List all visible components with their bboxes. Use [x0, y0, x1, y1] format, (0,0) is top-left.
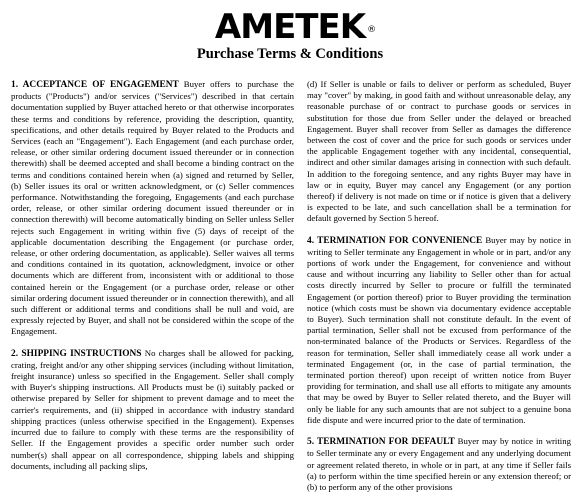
- registered-mark: ®: [367, 25, 376, 35]
- ametek-logo: [0, 7, 580, 47]
- logo-text: AMETEK: [214, 7, 366, 47]
- section-termination-for-convenience: [307, 235, 571, 426]
- section-shipping-instructions: [11, 348, 294, 472]
- section-heading: 4. TERMINATION FOR CONVENIENCE: [307, 235, 483, 246]
- left-column: [11, 79, 294, 482]
- section-body: Buyer may by notice in writing to Seller terminate any Engagement in whole or in part, and/or any portions of work under the Engagement, for convenience and without cause and without incurring any liability to Seller other than for actual costs directly incurred by Seller to procure or fulfill the terminated Engagement (or portion thereof) prior to Buyer providing the termination notice (which costs must be shown via documentary evidence acceptable to Buyer). Such termination shall not constitute default. In the event of partial termination, Seller shall not be excused from performance of the non-terminated balance of the Products or Services. Regardless of the reason for termination, Seller shall immediately cease all work under a terminated Engagement (or, in the case of partial termination, the terminated portion thereof) upon receipt of written notice from Buyer providing for termination, and shall use all efforts to mitigate any amounts that may be owed by Buyer to Seller related thereto, and the Buyer will only be liable for any such amounts that are not subject to a genuine bona fide dispute and were incurred prior to the date of termination.: [307, 234, 571, 425]
- right-column: [307, 79, 571, 503]
- section-continued-paragraph: [307, 79, 571, 225]
- section-body: (d) If Seller is unable or fails to deliver or perform as scheduled, Buyer may "cover" by making, in good faith and without unreasonable delay, any reasonable purchase of or contract to purchase goods or services in substitution for those due from Seller under the delayed or breached Engagement. Buyer shall recover from Seller as damages the difference between the cost of cover and the price for such goods or services under the applicable Engagement together with any incidental, consequential, indirect and other similar damages arising in connection with such default. In addition to the foregoing sentence, and any rights Buyer may have in law or in equity, Buyer may cancel any Engagement (or any portion thereof) if delivery is not made on time or if notice is given that a delivery is expected to be late, and such cancellation shall be a termination for default governed by Section 5 hereof.: [307, 79, 571, 224]
- section-body: No charges shall be allowed for packing, crating, freight and/or any other shipping services (including without limitation, freight insurance) unless so specified in the Engagement. Seller shall comply with Buyer's shipping instructions. All Products must be (i) suitably packed or otherwise prepared by Seller for shipment to prevent damage and to meet the carrier's requirements, and (ii) shipped in accordance with industry standard shipping practices (unless otherwise specified in the Engagement). Expenses incurred due to failure to comply with these terms are the responsibility of Seller. If the Engagement provides a specific order number such order number(s) shall appear on all correspondence, shipping labels and shipping documents, including all packing slips,: [11, 347, 294, 471]
- document-title: Purchase Terms & Conditions: [196, 46, 384, 62]
- section-acceptance-of-engagement: [11, 79, 294, 338]
- section-heading: 1. ACCEPTANCE OF ENGAGEMENT: [11, 80, 179, 90]
- section-body: Buyer offers to purchase the products ("Products") and/or services ("Services") described in that certain documentation supplied by Buyer attached hereto or that otherwise incorporates these terms and conditions by reference, providing the description, quantity, specifications, and other details required by Buyer related to the Products and Services (each an "Engagement"). Each Engagement (and each purchase order, release, or other similar ordering document issued thereunder or in connection therewith) shall be deemed accepted and shall become a binding contract on the terms and conditions contained herein when (a) signed and returned by Seller, (b) Seller issues its oral or written acknowledgment, or (c) Seller commences performance. Notwithstanding the foregoing, Engagements (and each purchase order, release, or other similar ordering document issued thereunder or in connection therewith) will become automatically binding on Seller unless Seller rejects such Engagement in writing within five (5) days of receipt of the applicable documentation describing the Engagement (or purchase order, release, or other ordering documentation, as applicable). Seller waives all terms and conditions contained in its quotation, acknowledgment, invoice or other documents which are different from, inconsistent with or additional to those contained herein or the Engagement (or a purchase order, release or other similar ordering document issued thereunder or in connection therewith), and all such different or additional terms and conditions shall be null and void, are expressly rejected by Buyer, and shall not be considered within the scope of the Engagement.: [11, 79, 294, 337]
- logo-wordmark: [214, 7, 376, 47]
- section-termination-for-default: [307, 436, 571, 493]
- section-heading: 5. TERMINATION FOR DEFAULT: [307, 437, 455, 448]
- section-body: Buyer may by notice in writing to Seller terminate any or every Engagement and any underlying document or agreement related thereto, in whole or in part, at any time if Seller fails (a) to perform within the time specified herein or any extension thereof; or (b) to perform any of the other provisions: [307, 436, 571, 492]
- section-heading: 2. SHIPPING INSTRUCTIONS: [11, 348, 142, 359]
